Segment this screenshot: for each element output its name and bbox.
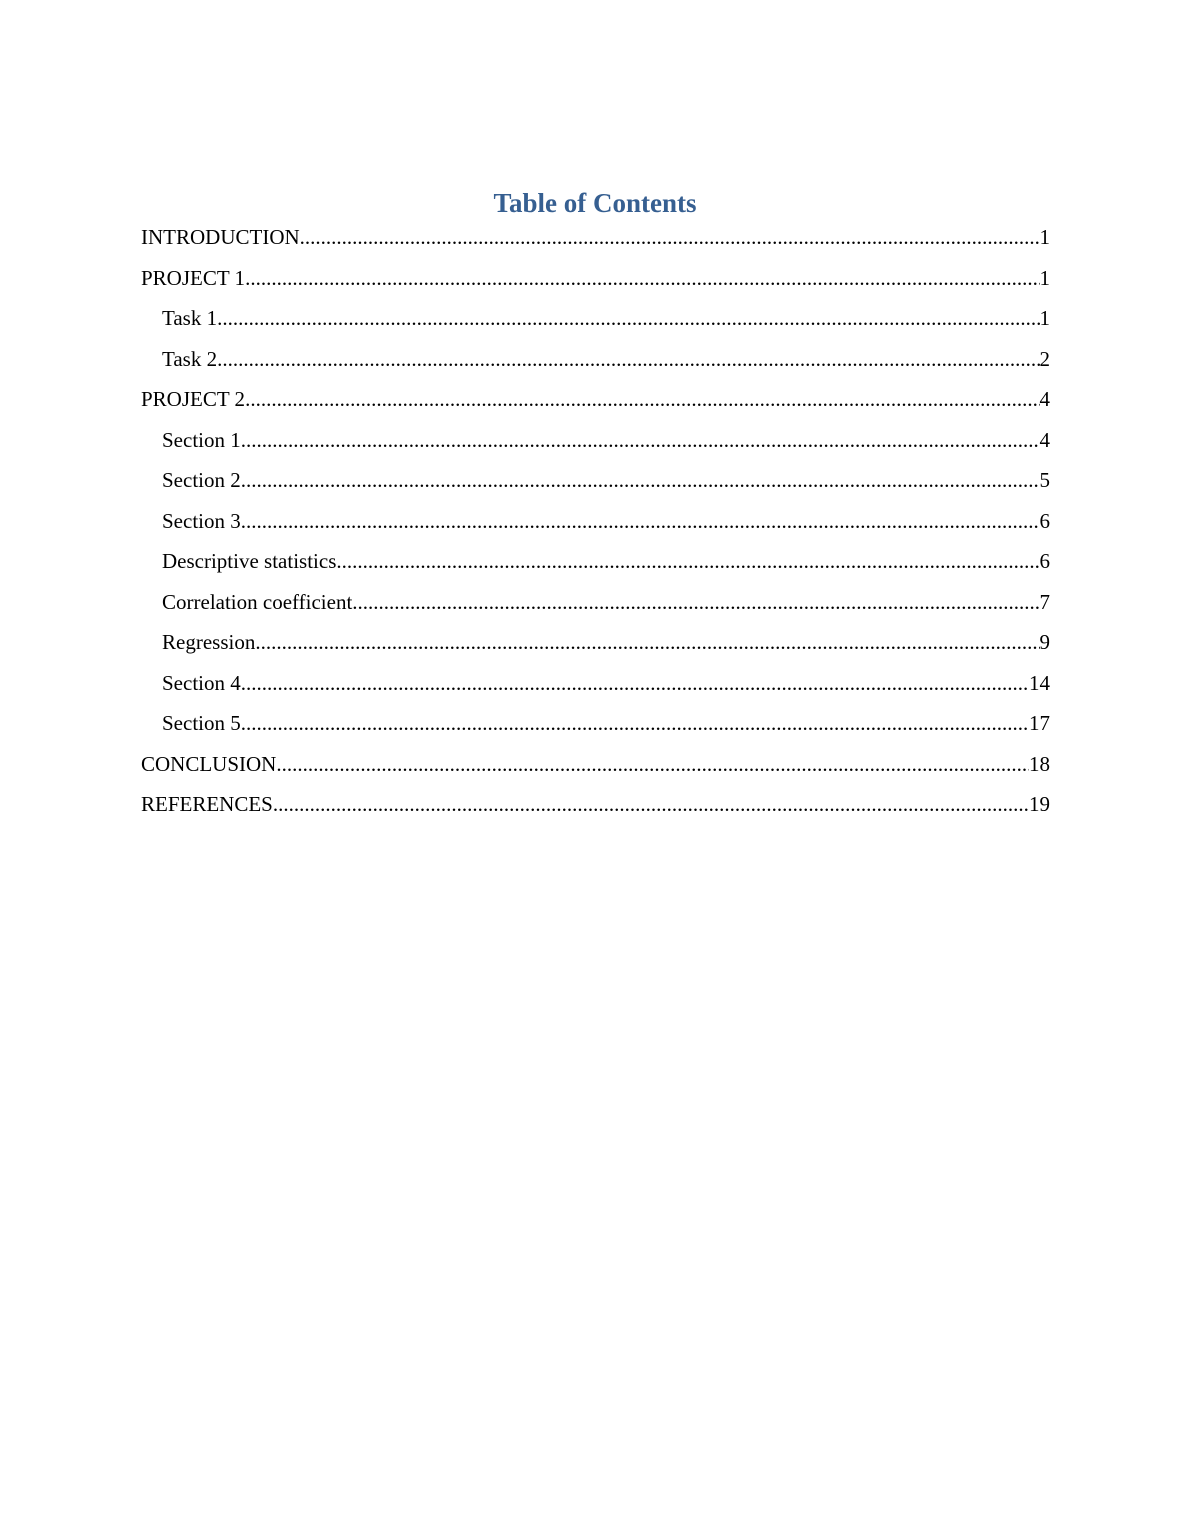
toc-page-number: 6 [1039,549,1050,573]
toc-page-number: 1 [1039,265,1050,290]
toc-page-number: 4 [1039,387,1050,411]
toc-page-number: 14 [1029,670,1050,695]
toc-dot-leader [245,263,1039,293]
toc-entry-label: Section 1 [162,427,241,452]
toc-entry-conclusion[interactable] [141,749,1050,790]
toc-page-number: 5 [1039,468,1050,492]
toc-page-number: 17 [1029,711,1050,735]
toc-entry-label: Section 3 [162,508,241,533]
toc-entry-label: Descriptive statistics [162,549,337,573]
toc-entry-descriptive-statistics[interactable] [141,546,1050,587]
toc-entry-project-2[interactable] [141,384,1050,425]
toc-entry-section-1[interactable] [141,425,1050,466]
toc-page-number: 4 [1039,427,1050,452]
toc-dot-leader [217,344,1039,374]
toc-entry-label: INTRODUCTION [141,225,300,249]
toc-dot-leader [245,384,1039,414]
toc-entry-introduction[interactable] [141,222,1050,263]
toc-dot-leader [241,668,1029,698]
toc-page-number: 19 [1029,792,1050,816]
toc-entry-label: CONCLUSION [141,751,277,776]
toc-dot-leader [273,789,1029,819]
toc-dot-leader [300,222,1040,252]
toc-page-number: 1 [1039,306,1050,330]
toc-page-number: 18 [1029,751,1050,776]
toc-entry-label: Section 5 [162,711,241,735]
toc-page-number: 9 [1039,630,1050,654]
toc-entry-label: Section 2 [162,468,241,492]
toc-entry-label: Section 4 [162,670,241,695]
toc-dot-leader [217,303,1039,333]
toc-dot-leader [241,465,1040,495]
toc-entry-task-1[interactable] [141,303,1050,344]
toc-entry-label: Task 1 [162,306,218,330]
toc-page-number: 1 [1039,225,1050,249]
toc-dot-leader [241,506,1040,536]
toc-entry-label: REFERENCES [141,792,273,816]
toc-entry-task-2[interactable] [141,344,1050,385]
toc-entry-section-3[interactable] [141,506,1050,547]
toc-entry-label: Regression [162,630,256,654]
toc-entry-correlation-coefficient[interactable] [141,587,1050,628]
toc-entry-label: Correlation coefficient [162,589,353,614]
toc-list [141,222,1050,830]
toc-dot-leader [352,587,1039,617]
toc-entry-label: PROJECT 1 [141,265,246,290]
toc-entry-label: PROJECT 2 [141,387,246,411]
toc-title: Table of Contents [493,188,697,218]
toc-entry-label: Task 2 [162,346,218,371]
toc-page-number: 6 [1039,508,1050,533]
toc-page-number: 7 [1039,589,1050,614]
toc-entry-project-1[interactable] [141,263,1050,304]
toc-entry-section-2[interactable] [141,465,1050,506]
toc-dot-leader [255,627,1039,657]
toc-entry-regression[interactable] [141,627,1050,668]
toc-entry-section-4[interactable] [141,668,1050,709]
toc-dot-leader [276,749,1029,779]
toc-dot-leader [241,708,1029,738]
toc-dot-leader [336,546,1039,576]
toc-entry-section-5[interactable] [141,708,1050,749]
toc-page-number: 2 [1039,346,1050,371]
toc-dot-leader [241,425,1040,455]
toc-entry-references[interactable] [141,789,1050,830]
